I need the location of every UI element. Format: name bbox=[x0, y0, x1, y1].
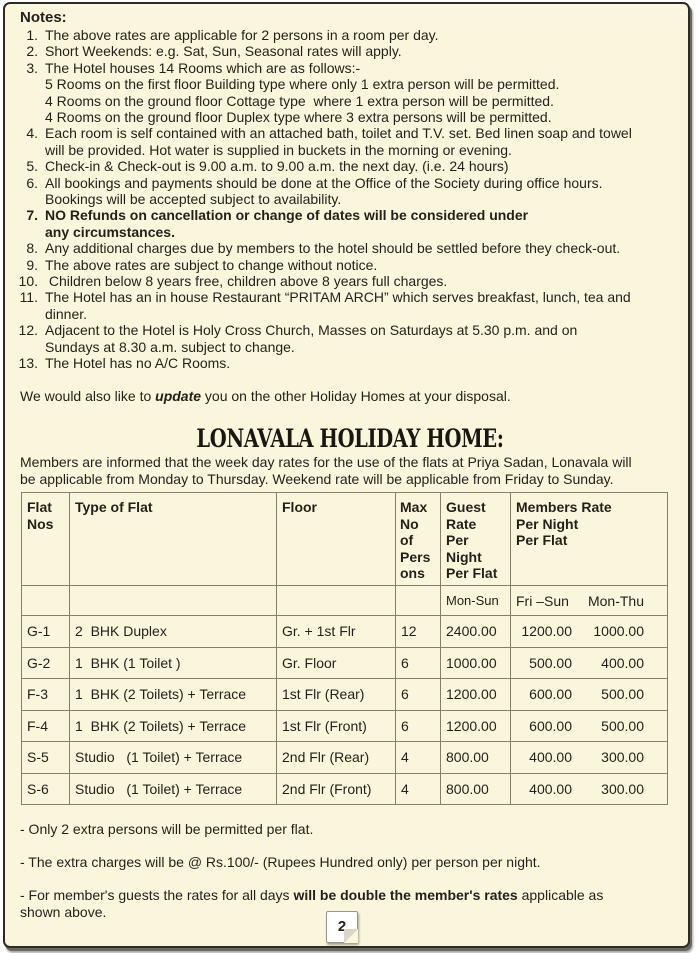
note-number: 8. bbox=[26, 240, 38, 257]
cell-flat-type: Studio (1 Toilet) + Terrace bbox=[70, 773, 277, 805]
header-guest-rate bbox=[441, 493, 511, 586]
cell-members-weekend: 600.00 bbox=[529, 717, 572, 734]
cell-members-weekday: 300.00 bbox=[601, 780, 644, 797]
table-row bbox=[22, 742, 668, 774]
cell-flat-type: 1 BHK (1 Toilet ) bbox=[70, 647, 277, 679]
subheader-empty bbox=[70, 586, 277, 616]
table-subheader-row bbox=[22, 586, 668, 616]
table-body bbox=[22, 616, 668, 805]
note-text: any circumstances. bbox=[45, 223, 175, 240]
subheader-empty bbox=[277, 586, 396, 616]
note-number: 7. bbox=[26, 207, 38, 224]
note-number: 3. bbox=[26, 59, 38, 76]
cell-members-weekday: 500.00 bbox=[601, 717, 644, 734]
cell-members-weekend: 400.00 bbox=[529, 749, 572, 766]
cell-members-rate bbox=[511, 773, 668, 805]
update-emphasis: update bbox=[155, 388, 202, 404]
header-members-rate bbox=[511, 493, 668, 586]
rates-table bbox=[21, 492, 668, 805]
header-line: Flat bbox=[27, 499, 52, 515]
cell-members-weekend: 500.00 bbox=[529, 654, 572, 671]
section-title: LONAVALA HOLIDAY HOME: bbox=[196, 424, 504, 453]
footnote-guest-bold: will be double the member's rates bbox=[293, 887, 518, 903]
cell-members-weekend: 400.00 bbox=[529, 780, 572, 797]
cell-max-persons: 4 bbox=[396, 773, 441, 805]
cell-guest-rate: 800.00 bbox=[441, 742, 511, 774]
note-number: 12. bbox=[18, 322, 38, 339]
note-text: will be provided. Hot water is supplied in buckets in the morning or evening. bbox=[45, 141, 512, 158]
note-text: The above rates are subject to change without notice. bbox=[45, 256, 378, 273]
cell-floor: 1st Flr (Front) bbox=[277, 710, 396, 742]
note-text: 4 Rooms on the ground floor Duplex type where 3 extra persons will be permitted. bbox=[45, 109, 552, 125]
cell-floor: 1st Flr (Rear) bbox=[277, 679, 396, 711]
cell-flat-type: Studio (1 Toilet) + Terrace bbox=[70, 742, 277, 774]
note-text: Any additional charges due by members to the hotel should be settled before they check-out. bbox=[45, 240, 621, 257]
header-line: Per Night bbox=[516, 515, 579, 532]
cell-floor: Gr. + 1st Flr bbox=[277, 616, 396, 648]
note-text: 5 Rooms on the first floor Building type where only 1 extra person will be permitted. bbox=[45, 76, 560, 93]
note-text: The above rates are applicable for 2 persons in a room per day. bbox=[45, 27, 439, 43]
cell-guest-rate: 1000.00 bbox=[441, 647, 511, 679]
header-line: Per bbox=[446, 532, 469, 548]
note-text: The Hotel houses 14 Rooms which are as follows:- bbox=[45, 59, 361, 76]
cell-max-persons: 4 bbox=[396, 742, 441, 774]
header-type-of-flat bbox=[70, 493, 277, 586]
footnote-guest-rates bbox=[20, 887, 603, 921]
note-text: Short Weekends: e.g. Sat, Sun, Seasonal rates will apply. bbox=[45, 43, 402, 60]
note-number: 10. bbox=[18, 273, 38, 289]
note-number: 2. bbox=[26, 43, 38, 60]
subheader-empty bbox=[22, 586, 70, 616]
notes-heading: Notes: bbox=[20, 9, 67, 26]
note-text: 4 Rooms on the ground floor Cottage type where 1 extra person will be permitted. bbox=[45, 92, 554, 109]
note-text: The Hotel has an in house Restaurant “PRITAM ARCH” which serves breakfast, lunch, tea and bbox=[45, 289, 631, 306]
table-header-row bbox=[22, 493, 668, 586]
footnote-extra-charges: - The extra charges will be @ Rs.100/- (Rupees Hundred only) per person per night. bbox=[20, 854, 541, 870]
update-paragraph bbox=[20, 388, 511, 404]
page-number: 2 bbox=[337, 918, 347, 935]
header-line: of bbox=[400, 532, 414, 548]
page-curl-icon bbox=[344, 929, 358, 943]
header-line: ons bbox=[400, 565, 425, 581]
update-text-after: you on the other Holiday Homes at your disposal. bbox=[201, 388, 511, 404]
table-row bbox=[22, 710, 668, 742]
header-line: Nos bbox=[27, 515, 54, 532]
cell-max-persons: 6 bbox=[396, 647, 441, 679]
cell-flat-no: S-5 bbox=[22, 742, 70, 774]
note-text: Each room is self contained with an attached bath, toilet and T.V. set. Bed linen soap and towel bbox=[45, 125, 632, 142]
note-text: The Hotel has no A/C Rooms. bbox=[45, 355, 231, 371]
cell-max-persons: 6 bbox=[396, 710, 441, 742]
cell-guest-rate: 800.00 bbox=[441, 773, 511, 805]
note-text: Bookings will be accepted subject to availability. bbox=[45, 191, 342, 207]
page-number-badge bbox=[326, 911, 358, 943]
header-line: Pers bbox=[400, 548, 431, 565]
note-text: Children below 8 years free, children above 8 years full charges. bbox=[45, 273, 448, 289]
intro-paragraph bbox=[20, 454, 632, 488]
cell-members-rate bbox=[511, 679, 668, 711]
header-line: Per Flat bbox=[446, 565, 498, 581]
table-row bbox=[22, 773, 668, 805]
cell-flat-no: S-6 bbox=[22, 773, 70, 805]
intro-line: Members are informed that the week day rates for the use of the flats at Priya Sadan, Lonavala will bbox=[20, 454, 632, 470]
header-line: No bbox=[400, 515, 419, 532]
cell-members-rate bbox=[511, 616, 668, 648]
intro-line: be applicable from Monday to Thursday. Weekend rate will be applicable from Friday to Sunday. bbox=[20, 471, 614, 487]
cell-guest-rate: 1200.00 bbox=[441, 679, 511, 711]
header-line: Per Flat bbox=[516, 532, 568, 548]
cell-guest-rate: 1200.00 bbox=[441, 710, 511, 742]
table-row bbox=[22, 616, 668, 648]
note-text: Check-in & Check-out is 9.00 a.m. to 9.00 a.m. the next day. (i.e. 24 hours) bbox=[45, 158, 509, 175]
cell-members-rate bbox=[511, 742, 668, 774]
note-number: 9. bbox=[26, 256, 38, 273]
cell-flat-type: 2 BHK Duplex bbox=[70, 616, 277, 648]
cell-flat-no: F-4 bbox=[22, 710, 70, 742]
note-number: 13. bbox=[18, 355, 38, 371]
cell-members-rate bbox=[511, 647, 668, 679]
cell-guest-rate: 2400.00 bbox=[441, 616, 511, 648]
footnote-guest-before: - For member's guests the rates for all days bbox=[20, 887, 294, 903]
cell-flat-no: G-2 bbox=[22, 647, 70, 679]
update-text-before: We would also like to bbox=[20, 388, 156, 404]
note-number: 5. bbox=[26, 158, 38, 175]
note-number: 6. bbox=[26, 174, 38, 191]
footnote-guest-after: applicable as bbox=[517, 887, 604, 903]
header-line: Guest bbox=[446, 499, 486, 515]
header-line: Night bbox=[446, 548, 482, 565]
note-text: NO Refunds on cancellation or change of dates will be considered under bbox=[45, 207, 529, 224]
footnote-guest-line2: shown above. bbox=[20, 904, 107, 920]
cell-members-weekday: 300.00 bbox=[601, 749, 644, 766]
subheader-members-days bbox=[511, 586, 668, 616]
cell-flat-type: 1 BHK (2 Toilets) + Terrace bbox=[70, 710, 277, 742]
header-flat-nos bbox=[22, 493, 70, 586]
note-number: 11. bbox=[19, 289, 38, 306]
cell-members-rate bbox=[511, 710, 668, 742]
cell-max-persons: 6 bbox=[396, 679, 441, 711]
cell-max-persons: 12 bbox=[396, 616, 441, 648]
note-text: dinner. bbox=[45, 305, 88, 322]
cell-flat-no: F-3 bbox=[22, 679, 70, 711]
header-max-persons bbox=[396, 493, 441, 586]
table-row bbox=[22, 679, 668, 711]
cell-floor: 2nd Flr (Rear) bbox=[277, 742, 396, 774]
note-number: 1. bbox=[26, 27, 38, 43]
note-text: Sundays at 8.30 a.m. subject to change. bbox=[45, 338, 295, 355]
header-line: Floor bbox=[282, 499, 317, 515]
subheader-weekday: Mon-Thu bbox=[587, 592, 644, 609]
cell-members-weekend: 1200.00 bbox=[521, 623, 572, 640]
header-line: Members Rate bbox=[516, 499, 612, 515]
note-number: 4. bbox=[26, 125, 38, 142]
note-text: All bookings and payments should be done at the Office of the Society during office hours. bbox=[45, 174, 603, 191]
header-line: Max bbox=[400, 499, 428, 515]
cell-members-weekday: 1000.00 bbox=[593, 623, 644, 640]
header-line: Rate bbox=[446, 515, 477, 532]
header-line: Type of Flat bbox=[75, 499, 153, 515]
note-text: Adjacent to the Hotel is Holy Cross Church, Masses on Saturdays at 5.30 p.m. and on bbox=[45, 322, 578, 339]
subheader-weekend: Fri –Sun bbox=[516, 592, 569, 609]
cell-members-weekend: 600.00 bbox=[529, 686, 572, 703]
cell-members-weekday: 500.00 bbox=[601, 686, 644, 703]
cell-flat-type: 1 BHK (2 Toilets) + Terrace bbox=[70, 679, 277, 711]
table-row bbox=[22, 647, 668, 679]
cell-floor: Gr. Floor bbox=[277, 647, 396, 679]
subheader-empty bbox=[396, 586, 441, 616]
subheader-guest-days: Mon-Sun bbox=[441, 586, 511, 616]
cell-floor: 2nd Flr (Front) bbox=[277, 773, 396, 805]
cell-members-weekday: 400.00 bbox=[601, 654, 644, 671]
header-floor bbox=[277, 493, 396, 586]
cell-flat-no: G-1 bbox=[22, 616, 70, 648]
footnote-extra-persons: - Only 2 extra persons will be permitted per flat. bbox=[20, 821, 314, 837]
